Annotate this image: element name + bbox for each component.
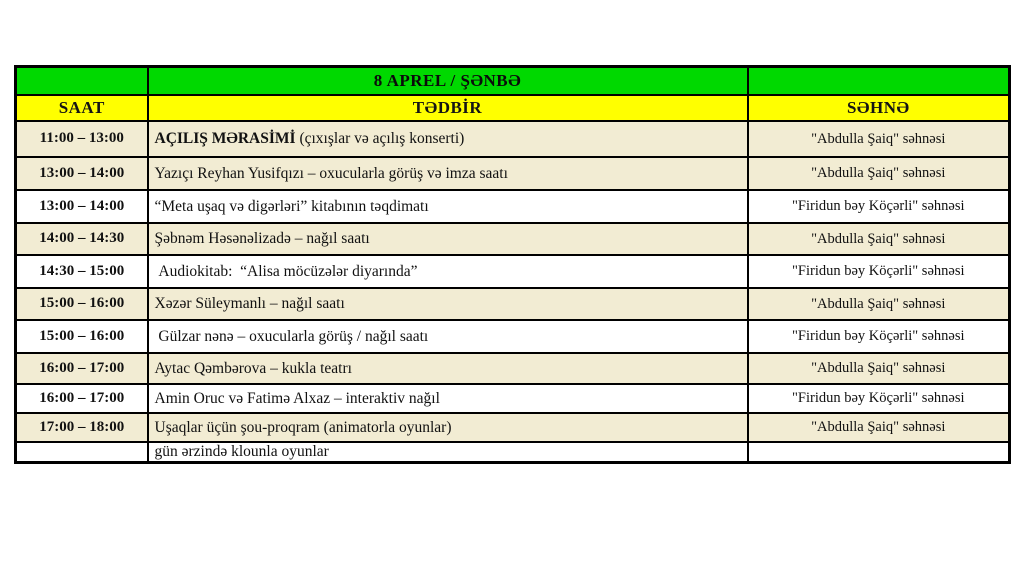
time-cell: 13:00 – 14:00 — [16, 190, 148, 223]
column-header-row — [16, 95, 1010, 121]
table-row — [16, 353, 1010, 384]
event-cell: gün ərzində klounla oyunlar — [148, 442, 748, 462]
table-row — [16, 384, 1010, 413]
table-row — [16, 320, 1010, 353]
event-cell: Aytac Qəmbərova – kukla teatrı — [148, 353, 748, 384]
time-cell: 15:00 – 16:00 — [16, 320, 148, 353]
event-cell: Şəbnəm Həsənəlizadə – nağıl saatı — [148, 223, 748, 255]
date-header-right-cell — [748, 67, 1010, 96]
venue-cell: "Firidun bəy Köçərli" səhnəsi — [748, 255, 1010, 288]
venue-cell: "Abdulla Şaiq" səhnəsi — [748, 121, 1010, 157]
venue-cell: "Abdulla Şaiq" səhnəsi — [748, 157, 1010, 190]
time-cell: 14:00 – 14:30 — [16, 223, 148, 255]
col-header-tedbir: TƏDBİR — [148, 95, 748, 121]
time-cell: 11:00 – 13:00 — [16, 121, 148, 157]
time-cell: 14:30 – 15:00 — [16, 255, 148, 288]
time-cell: 17:00 – 18:00 — [16, 413, 148, 442]
event-cell: Gülzar nənə – oxucularla görüş / nağıl saatı — [148, 320, 748, 353]
event-cell: Xəzər Süleymanlı – nağıl saatı — [148, 288, 748, 320]
time-cell: 16:00 – 17:00 — [16, 353, 148, 384]
table-row — [16, 157, 1010, 190]
col-header-saat: SAAT — [16, 95, 148, 121]
venue-cell: "Firidun bəy Köçərli" səhnəsi — [748, 320, 1010, 353]
date-header-row — [16, 67, 1010, 96]
table-row — [16, 413, 1010, 442]
event-cell: Amin Oruc və Fatimə Alxaz – interaktiv nağıl — [148, 384, 748, 413]
time-cell: 16:00 – 17:00 — [16, 384, 148, 413]
table-row — [16, 255, 1010, 288]
venue-cell: "Abdulla Şaiq" səhnəsi — [748, 288, 1010, 320]
event-cell: Yazıçı Reyhan Yusifqızı – oxucularla görüş və imza saatı — [148, 157, 748, 190]
venue-cell: "Abdulla Şaiq" səhnəsi — [748, 353, 1010, 384]
date-header-left-cell — [16, 67, 148, 96]
event-cell: Audiokitab: “Alisa möcüzələr diyarında” — [148, 255, 748, 288]
schedule-table — [14, 65, 1011, 464]
table-row — [16, 288, 1010, 320]
venue-cell — [748, 442, 1010, 462]
col-header-sehne: SƏHNƏ — [748, 95, 1010, 121]
venue-cell: "Abdulla Şaiq" səhnəsi — [748, 413, 1010, 442]
table-row — [16, 190, 1010, 223]
time-cell — [16, 442, 148, 462]
table-row — [16, 223, 1010, 255]
date-header: 8 APREL / ŞƏNBƏ — [148, 67, 748, 96]
event-cell — [148, 121, 748, 157]
event-cell: Uşaqlar üçün şou-proqram (animatorla oyunlar) — [148, 413, 748, 442]
venue-cell: "Firidun bəy Köçərli" səhnəsi — [748, 190, 1010, 223]
time-cell: 13:00 – 14:00 — [16, 157, 148, 190]
event-cell: “Meta uşaq və digərləri” kitabının təqdimatı — [148, 190, 748, 223]
event-detail: (çıxışlar və açılış konserti) — [295, 130, 465, 148]
table-row — [16, 121, 1010, 157]
venue-cell: "Abdulla Şaiq" səhnəsi — [748, 223, 1010, 255]
venue-cell: "Firidun bəy Köçərli" səhnəsi — [748, 384, 1010, 413]
time-cell: 15:00 – 16:00 — [16, 288, 148, 320]
table-row — [16, 442, 1010, 462]
event-title: AÇILIŞ MƏRASİMİ — [154, 130, 296, 148]
